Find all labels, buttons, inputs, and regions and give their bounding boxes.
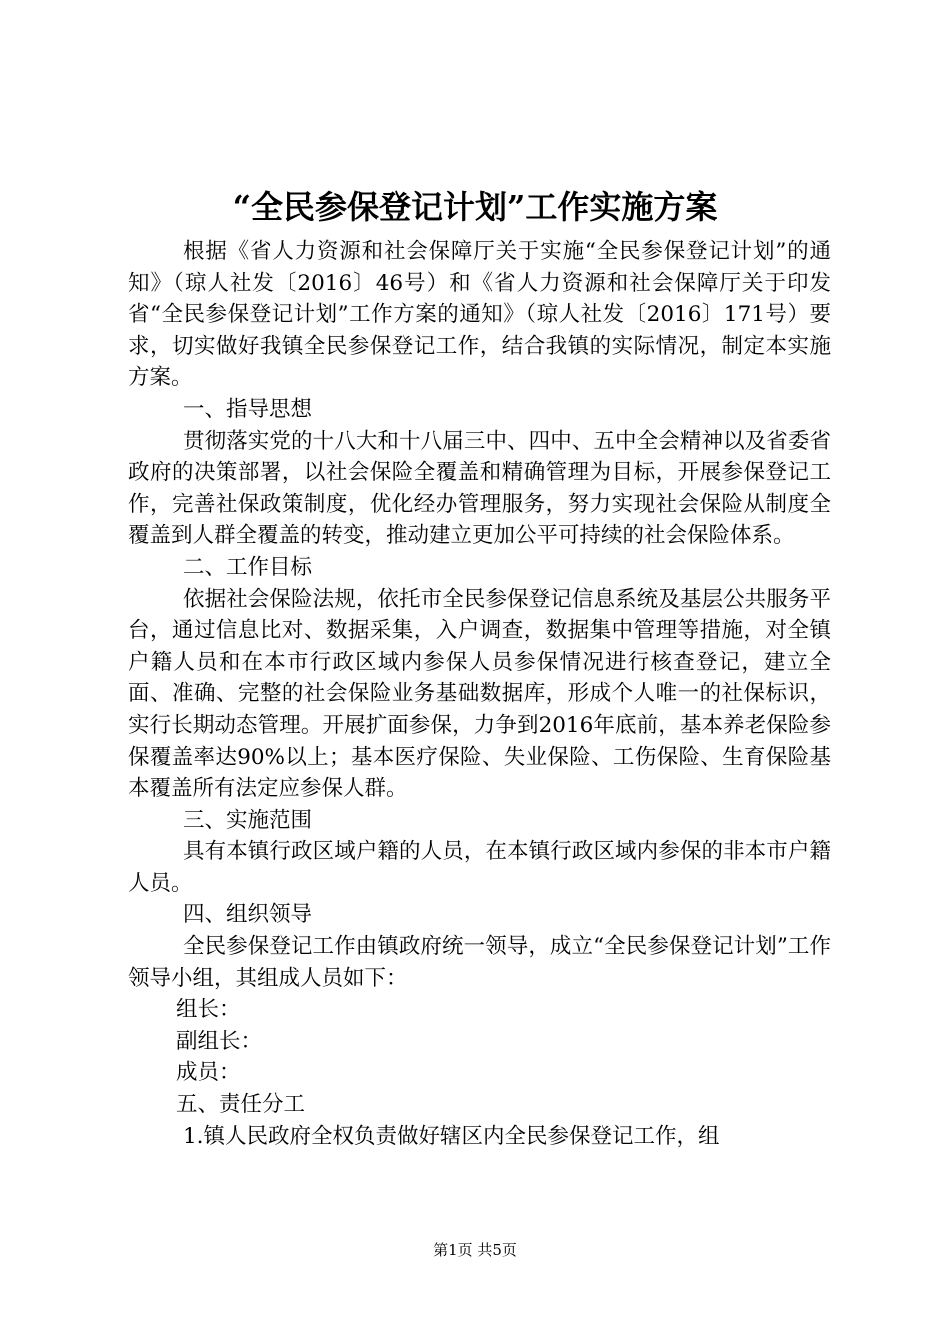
document-title: “全民参保登记计划”工作实施方案 [232, 188, 718, 226]
deputy-leader-line: 副组长： [176, 1028, 263, 1054]
group-leader-line: 组长： [176, 997, 241, 1023]
page-footer: 第1页 共5页 [433, 1241, 517, 1259]
guiding-ideology-paragraph: 贯彻落实党的十八大和十八届三中、四中、五中全会精神以及省委省政府的决策部署，以社会保险全覆盖和精确管理为目标，开展参保登记工作，完善社保政策制度，优化经办管理服务，努力实现社会保险从制度全覆盖到人群全覆盖的转变，推动建立更加公平可持续的社会保险体系。 [128, 428, 831, 549]
section-heading-responsibilities: 五、责任分工 [176, 1092, 306, 1118]
section-heading-leadership: 四、组织领导 [183, 902, 313, 928]
section-heading-scope: 三、实施范围 [183, 807, 313, 833]
intro-paragraph: 根据《省人力资源和社会保障厅关于实施“全民参保登记计划”的通知》（琼人社发〔2016〕46号）和《省人力资源和社会保障厅关于印发省“全民参保登记计划”工作方案的通知》（琼人社发〔2016〕171号）要求，切实做好我镇全民参保登记工作，结合我镇的实际情况，制定本实施方案。 [128, 239, 831, 391]
work-goals-paragraph: 依据社会保险法规，依托市全民参保登记信息系统及基层公共服务平台，通过信息比对、数据采集，入户调查，数据集中管理等措施，对全镇户籍人员和在本市行政区域内参保人员参保情况进行核查登记，建立全面、准确、完整的社会保险业务基础数据库，形成个人唯一的社保标识，实行长期动态管理。开展扩面参保，力争到2016年底前，基本养老保险参保覆盖率达90%以上；基本医疗保险、失业保险、工伤保险、生育保险基本覆盖所有法定应参保人群。 [128, 586, 831, 802]
members-line: 成员： [176, 1060, 241, 1086]
section-heading-guiding-ideology: 一、指导思想 [183, 396, 313, 422]
scope-paragraph: 具有本镇行政区域户籍的人员，在本镇行政区域内参保的非本市户籍人员。 [128, 839, 831, 896]
responsibility-item-1: 1.镇人民政府全权负责做好辖区内全民参保登记工作，组 [183, 1123, 720, 1149]
leadership-paragraph: 全民参保登记工作由镇政府统一领导，成立“全民参保登记计划”工作领导小组，其组成人员如下： [128, 934, 831, 991]
section-heading-work-goals: 二、工作目标 [183, 554, 313, 580]
document-body [128, 236, 831, 1152]
